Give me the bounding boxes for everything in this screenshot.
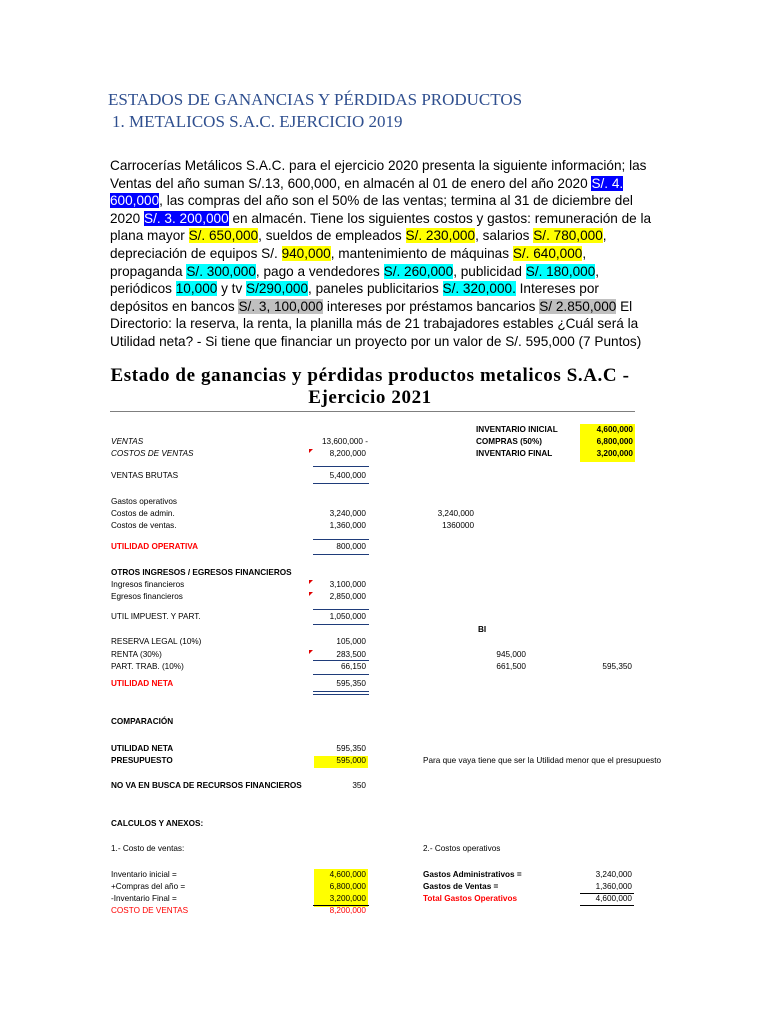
gastos-admin-label: Gastos Administrativos =: [423, 870, 522, 879]
underline: [313, 624, 369, 625]
costos-operativos-head: 2.- Costos operativos: [423, 844, 501, 853]
costo-ventas-total-label: COSTO DE VENTAS: [111, 906, 189, 915]
reserva-legal-value: 105,000: [336, 637, 366, 646]
costos-admin-value: 3,240,000: [329, 509, 366, 518]
document-title-line1: ESTADOS DE GANANCIAS Y PÉRDIDAS PRODUCTOS: [108, 90, 523, 109]
compras-anio-value: 6,800,000: [329, 882, 366, 891]
sheet-top-border: [110, 411, 635, 412]
utilidad-neta-label: UTILIDAD NETA: [111, 679, 174, 688]
sheet-title-line2: Ejercicio 2021: [308, 387, 432, 408]
gastos-ventas-label: Gastos de Ventas =: [423, 882, 499, 891]
costos-ventas2-value2: 1360000: [442, 521, 474, 530]
total-gastos-label: Total Gastos Operativos: [423, 894, 518, 903]
presupuesto-value: 595,000: [336, 756, 366, 765]
ventas-brutas-label: VENTAS BRUTAS: [111, 471, 179, 480]
renta-value: 283,500: [336, 650, 366, 659]
costos-ventas2-label: Costos de ventas.: [111, 521, 177, 530]
part-trab-value: 66,150: [340, 662, 366, 671]
underline: [313, 539, 369, 540]
inventario-final-label: INVENTARIO FINAL: [476, 449, 553, 458]
inventario-inicial-calc-label: Inventario inicial =: [111, 870, 177, 879]
inventario-inicial-value: 4,600,000: [596, 425, 633, 434]
egresos-financieros-label: Egresos financieros: [111, 592, 183, 601]
utilidad-operativa-label: UTILIDAD OPERATIVA: [111, 542, 199, 551]
underline: [313, 483, 369, 484]
egresos-financieros-value: 2,850,000: [329, 592, 366, 601]
double-underline: [313, 691, 369, 692]
compras-anio-label: +Compras del año =: [111, 882, 186, 891]
inventario-inicial-label: INVENTARIO INICIAL: [476, 425, 558, 434]
calculos-label: CALCULOS Y ANEXOS:: [111, 819, 204, 828]
underline: [313, 609, 369, 610]
part-trab-value2: 661,500: [496, 662, 526, 671]
inventario-final-value: 3,200,000: [596, 449, 633, 458]
ventas-brutas-value: 5,400,000: [329, 471, 366, 480]
util-impuest-value: 1,050,000: [329, 612, 366, 621]
part-trab-value3: 595,350: [602, 662, 632, 671]
bi-label: BI: [478, 625, 487, 634]
part-trab-label: PART. TRAB. (10%): [111, 662, 184, 671]
ingresos-financieros-value: 3,100,000: [329, 580, 366, 589]
total-gastos-value: 4,600,000: [595, 894, 632, 903]
double-underline: [313, 694, 369, 695]
inventario-final-calc-value: 3,200,000: [329, 894, 366, 903]
ventas-label: VENTAS: [111, 437, 144, 446]
document-title-line2: 1. METALICOS S.A.C. EJERCICIO 2019: [112, 112, 403, 131]
gastos-admin-value: 3,240,000: [595, 870, 632, 879]
costos-admin-value2: 3,240,000: [437, 509, 474, 518]
underline: [313, 554, 369, 555]
underline: [313, 466, 369, 467]
util-impuest-label: UTIL IMPUEST. Y PART.: [111, 612, 201, 621]
no-va-label: NO VA EN BUSCA DE RECURSOS FINANCIEROS: [111, 781, 302, 790]
ventas-value: 13,600,000 -: [322, 437, 368, 446]
reserva-legal-label: RESERVA LEGAL (10%): [111, 637, 202, 646]
costos-ventas-label: COSTOS DE VENTAS: [111, 449, 194, 458]
costo-ventas-total-value: 8,200,000: [329, 906, 366, 915]
otros-ingresos-label: OTROS INGRESOS / EGRESOS FINANCIEROS: [111, 568, 292, 577]
comparacion-label: COMPARACIÓN: [111, 717, 174, 726]
presupuesto-label: PRESUPUESTO: [111, 756, 173, 765]
utilidad-operativa-value: 800,000: [336, 542, 366, 551]
problem-statement: Carrocerías Metálicos S.A.C. para el ejercicio 2020 presenta la siguiente información; las Ventas del año suman S/.13, 600,000, en almacén al 01 de enero del año 2020 S/. 4. 600,000, las compras del año son el 50% de las ventas; termina al 31 de diciembre del 2020 S/. 3. 200,000 en almacén. Tiene los siguientes costos y gastos: remuneración de la plana mayor S/. 650,000, sueldos de empleados S/. 230,000, salarios S/. 780,000, depreciación de equipos S/. 940,000, mantenimiento de máquinas S/. 640,000, propaganda S/. 300,000, pago a vendedores S/. 260,000, publicidad S/. 180,000, periódicos 10,000 y tv S/290,000, paneles publicitarios S/. 320,000. Intereses por depósitos en bancos S/. 3, 100,000 intereses por préstamos bancarios S/ 2.850,000 El Directorio: la reserva, la renta, la planilla más de 21 trabajadores estables ¿Cuál será la Utilidad neta? - Si tiene que financiar un proyecto por un valor de S/. 595,000 (7 Puntos): [110, 158, 652, 349]
gastos-operativos-label: Gastos operativos: [111, 497, 177, 506]
renta-value2: 945,000: [496, 650, 526, 659]
underline: [313, 674, 369, 675]
utilidad-neta2-label: UTILIDAD NETA: [111, 744, 174, 753]
costo-ventas-head: 1.- Costo de ventas:: [111, 844, 185, 853]
underline: [313, 660, 369, 661]
costos-ventas2-value: 1,360,000: [329, 521, 366, 530]
costos-ventas-value: 8,200,000: [329, 449, 366, 458]
utilidad-neta-value: 595,350: [336, 679, 366, 688]
ingresos-financieros-label: Ingresos financieros: [111, 580, 185, 589]
compras-label: COMPRAS (50%): [476, 437, 542, 446]
no-va-value: 350: [352, 781, 366, 790]
underline: [580, 905, 634, 906]
utilidad-neta2-value: 595,350: [336, 744, 366, 753]
inventario-final-calc-label: -Inventario Final =: [111, 894, 177, 903]
presupuesto-note: Para que vaya tiene que ser la Utilidad menor que el presupuesto: [423, 756, 662, 765]
renta-label: RENTA (30%): [111, 650, 162, 659]
sheet-title-line1: Estado de ganancias y pérdidas productos metalicos S.A.C -: [110, 365, 630, 386]
compras-value: 6,800,000: [596, 437, 633, 446]
inventario-inicial-calc-value: 4,600,000: [329, 870, 366, 879]
costos-admin-label: Costos de admin.: [111, 509, 175, 518]
gastos-ventas-value: 1,360,000: [595, 882, 632, 891]
